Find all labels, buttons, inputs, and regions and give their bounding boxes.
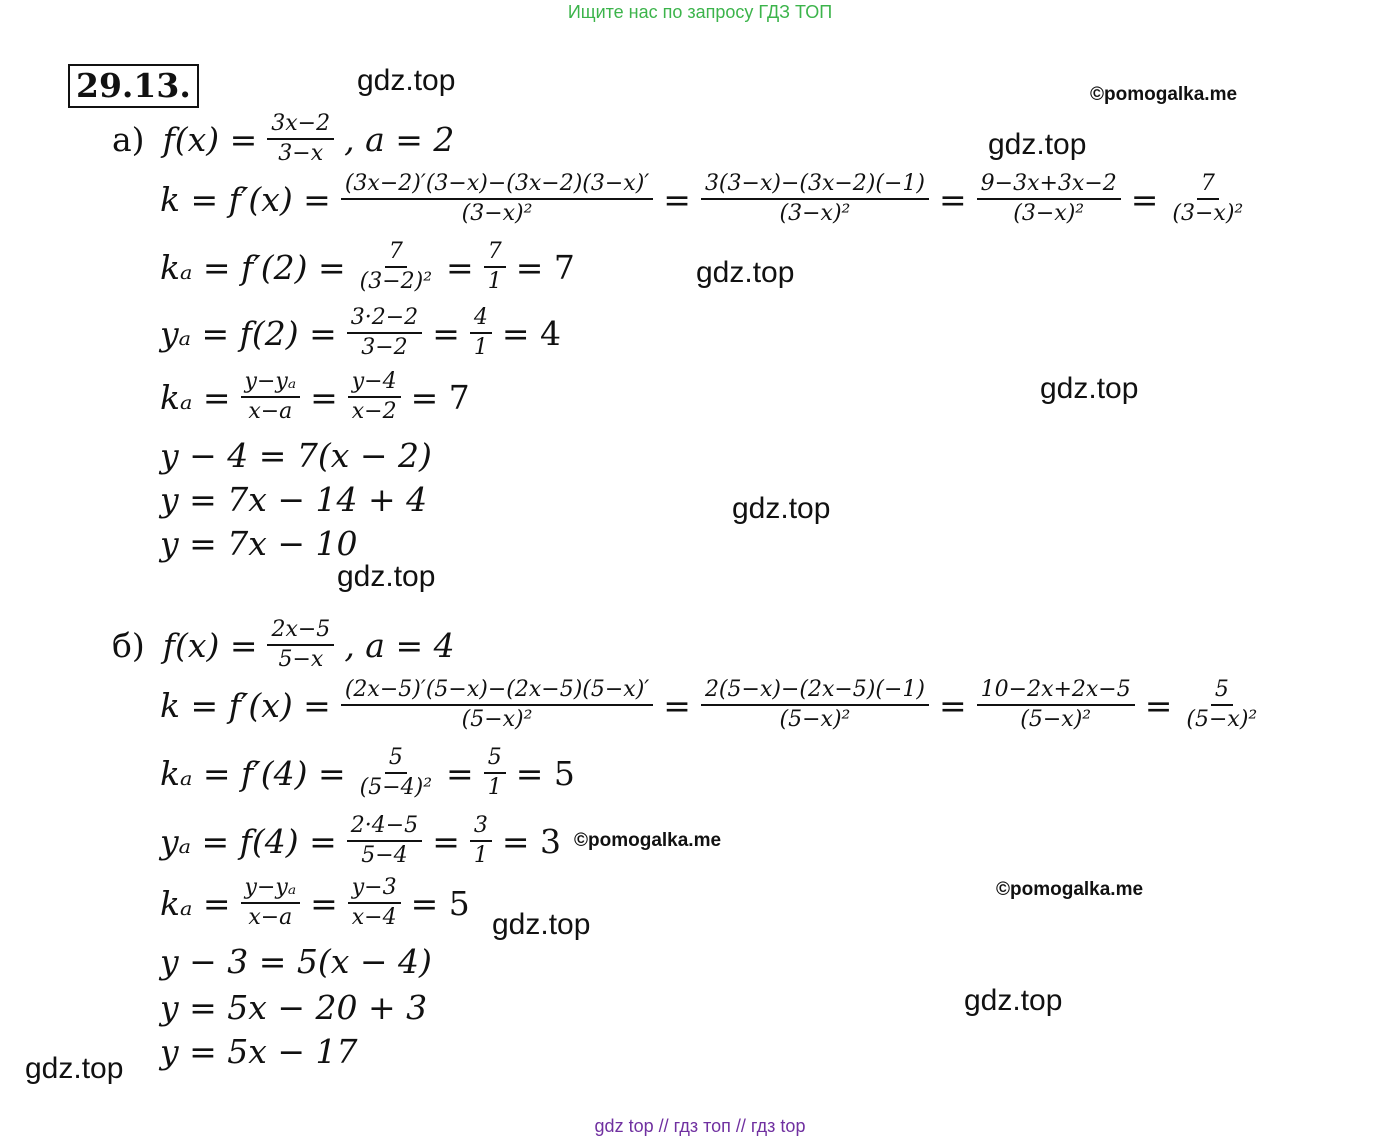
part-b-line-7: y = 5x − 20 + 3 (160, 988, 428, 1027)
math-lhs: kₐ = f′(2) = (160, 247, 346, 287)
fraction: $\frac{y-4}{x-2}$ (348, 370, 401, 424)
fraction: $\frac{2x-5}{5-x}$ (267, 618, 334, 672)
fraction: $\frac{3}{1}$ (470, 814, 492, 868)
part-a-line-3 (160, 240, 575, 294)
part-a-label: а) (112, 119, 145, 159)
part-b-line-8: y = 5x − 17 (160, 1032, 358, 1071)
math-result: = 3 (501, 821, 561, 861)
math-lhs: k = f′(x) = (160, 685, 331, 725)
fraction: $\frac{7}{\text{(3−2)²}}$ (359, 239, 433, 295)
part-a-line-7: y = 7x − 14 + 4 (160, 480, 428, 519)
fraction: $\frac{3\cdot 2-2}{3-2}$ (347, 306, 422, 360)
top-banner: Ищите нас по запросу ГДЗ ТОП (567, 2, 833, 22)
part-b-line-4 (160, 814, 561, 868)
math-result: = 7 (410, 377, 470, 417)
watermark-pomogalka: ©pomogalka.me (996, 879, 1144, 900)
equals-sign: = (432, 821, 460, 861)
fraction: $\frac{\text{y−yₐ}}{x-a}$ (241, 370, 301, 424)
equals-sign: = (663, 179, 691, 219)
part-a-line-4 (160, 306, 561, 360)
fraction: $\frac{5}{1}$ (484, 746, 506, 800)
watermark-gdz: gdz.top (696, 256, 795, 289)
part-a-line-1 (112, 112, 454, 166)
math-result: = 5 (410, 883, 470, 923)
fraction: $\frac{3(3-x)-(3x-2)(-1)}{\text{(3−x)²}}$ (701, 172, 929, 226)
math-lhs: kₐ = (160, 377, 231, 417)
fraction: $\frac{(3x-2)'(3-x)-(3x-2)(3-x)'}{\text{(3−x)²}}$ (341, 172, 653, 226)
watermark-gdz: gdz.top (357, 64, 456, 97)
math-lhs: f(x) = (162, 625, 258, 665)
equals-sign: = (310, 377, 338, 417)
fraction: $\frac{5}{\text{(5−4)²}}$ (359, 745, 433, 801)
watermark-gdz: gdz.top (988, 128, 1087, 161)
fraction: $\frac{(2x-5)'(5-x)-(2x-5)(5-x)'}{\text{(5−x)²}}$ (341, 678, 653, 732)
part-b-line-5 (160, 876, 470, 930)
fraction: $\frac{\text{y−yₐ}}{x-a}$ (241, 876, 301, 930)
watermark-gdz: gdz.top (337, 560, 436, 593)
watermark-pomogalka: ©pomogalka.me (1090, 84, 1238, 105)
math-lhs: kₐ = (160, 883, 231, 923)
equals-sign: = (446, 753, 474, 793)
fraction: $\frac{9-3x+3x-2}{\text{(3−x)²}}$ (977, 172, 1121, 226)
part-a-line-5 (160, 370, 470, 424)
math-result: = 4 (501, 313, 561, 353)
watermark-gdz: gdz.top (25, 1052, 124, 1085)
fraction: $\frac{y-3}{x-4}$ (348, 876, 401, 930)
part-b-line-6: y − 3 = 5(x − 4) (160, 942, 432, 981)
fraction: $\frac{5}{\text{(5−x)²}}$ (1186, 677, 1258, 733)
math-tail: , a = 4 (344, 625, 455, 665)
fraction: $\frac{2\cdot 4-5}{5-4}$ (347, 814, 422, 868)
fraction: $\frac{7}{1}$ (484, 240, 506, 294)
watermark-gdz: gdz.top (732, 492, 831, 525)
math-lhs: k = f′(x) = (160, 179, 331, 219)
math-result: = 7 (515, 247, 575, 287)
part-b-line-2 (160, 678, 1263, 732)
math-tail: , a = 2 (344, 119, 455, 159)
math-lhs: yₐ = f(4) = (160, 821, 337, 861)
fraction: $\frac{10-2x+2x-5}{\text{(5−x)²}}$ (977, 678, 1135, 732)
watermark-gdz: gdz.top (492, 908, 591, 941)
part-b-label: б) (112, 625, 145, 665)
equals-sign: = (938, 685, 967, 725)
watermark-gdz: gdz.top (964, 984, 1063, 1017)
math-lhs: f(x) = (162, 119, 258, 159)
equals-sign: = (1144, 685, 1173, 725)
part-b-line-3 (160, 746, 575, 800)
problem-number: 29.13. (68, 64, 199, 108)
equals-sign: = (432, 313, 460, 353)
equals-sign: = (310, 883, 338, 923)
part-a-line-6: y − 4 = 7(x − 2) (160, 436, 432, 475)
fraction: $\frac{4}{1}$ (470, 306, 492, 360)
watermark-gdz: gdz.top (1040, 372, 1139, 405)
footer-links: gdz top // гдз топ // гдз top (594, 1116, 806, 1136)
equals-sign: = (938, 179, 967, 219)
fraction: $\frac{7}{\text{(3−x)²}}$ (1172, 171, 1244, 227)
fraction: $\frac{3x-2}{3-x}$ (267, 112, 334, 166)
part-a-line-2 (160, 172, 1249, 226)
part-a-line-8: y = 7x − 10 (160, 524, 358, 563)
equals-sign: = (446, 247, 474, 287)
math-result: = 5 (515, 753, 575, 793)
math-lhs: yₐ = f(2) = (160, 313, 337, 353)
equals-sign: = (663, 685, 691, 725)
equals-sign: = (1130, 179, 1159, 219)
watermark-pomogalka: ©pomogalka.me (574, 830, 722, 851)
math-lhs: kₐ = f′(4) = (160, 753, 346, 793)
fraction: $\frac{2(5-x)-(2x-5)(-1)}{\text{(5−x)²}}$ (701, 678, 929, 732)
part-b-line-1 (112, 618, 455, 672)
